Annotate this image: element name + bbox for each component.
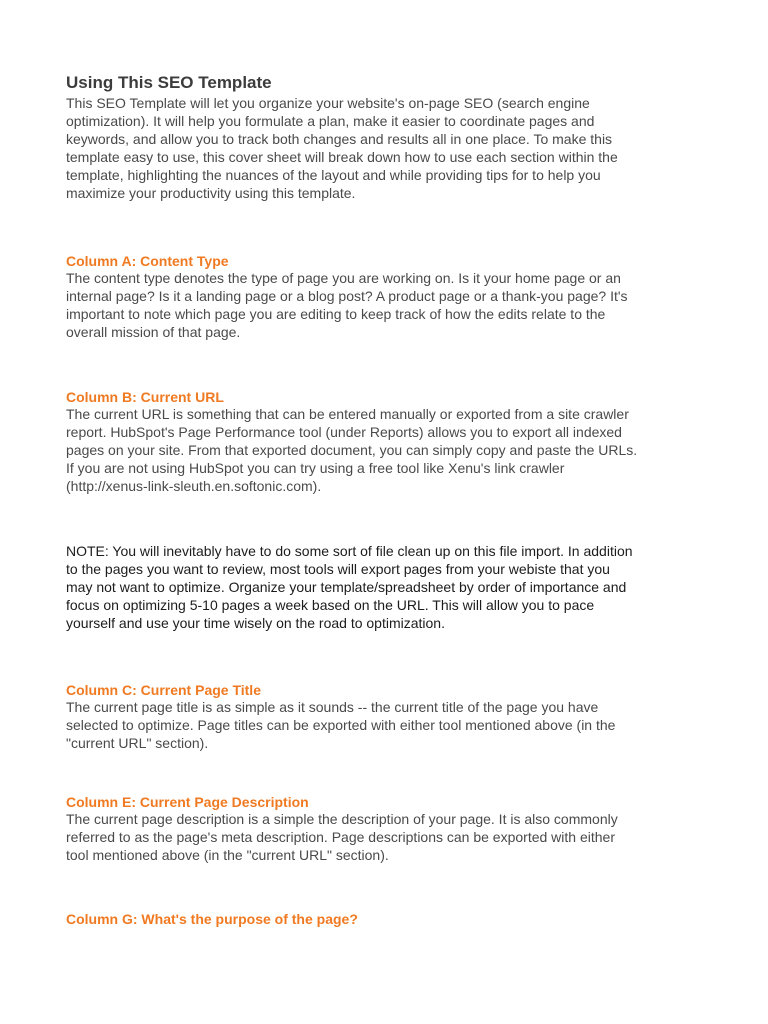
note-line: may not want to optimize. Organize your template/spreadsheet by order of importance and	[66, 578, 627, 595]
section-line: referred to as the page's meta description. Page descriptions can be exported with either	[66, 828, 615, 845]
note-paragraph	[66, 543, 646, 633]
note-line: to the pages you want to review, most tools will export pages from your webiste that you	[66, 560, 610, 577]
section-line: overall mission of that page.	[66, 323, 241, 340]
section-line: The current page description is a simple the description of your page. It is also commonly	[66, 811, 618, 827]
intro-line: template easy to use, this cover sheet will break down how to use each section within the	[66, 148, 618, 165]
section-line: internal page? Is it a landing page or a blog post? A product page or a thank-you page? It's	[66, 287, 628, 304]
section-current-page-description	[66, 793, 646, 865]
section-heading: Column G: What's the purpose of the page?	[66, 911, 358, 927]
section-heading: Column B: Current URL	[66, 389, 224, 405]
intro-line: maximize your productivity using this template.	[66, 184, 356, 201]
section-paragraph	[66, 406, 646, 496]
intro-line: keywords, and allow you to track both changes and results all in one place. To make this	[66, 130, 613, 147]
section-current-url	[66, 388, 646, 496]
note-line: yourself and use your time wisely on the road to optimization.	[66, 614, 445, 631]
section-line: important to note which page you are editing to keep track of how the edits relate to the	[66, 305, 606, 322]
intro-line: optimization). It will help you formulate a plan, make it easier to coordinate pages and	[66, 112, 595, 129]
page-title: Using This SEO Template	[66, 73, 272, 92]
intro-line: template, highlighting the nuances of the layout and while providing tips for to help you	[66, 166, 601, 183]
intro-block	[66, 73, 646, 202]
intro-line: This SEO Template will let you organize your website's on-page SEO (search engine	[66, 95, 590, 111]
section-heading: Column A: Content Type	[66, 253, 229, 269]
section-line: The content type denotes the type of page you are working on. Is it your home page or an	[66, 270, 621, 286]
intro-paragraph	[66, 95, 646, 202]
note-line: focus on optimizing 5-10 pages a week based on the URL. This will allow you to pace	[66, 596, 595, 613]
section-content-type	[66, 252, 646, 342]
section-line: If you are not using HubSpot you can try using a free tool like Xenu's link crawler	[66, 459, 565, 476]
section-page-purpose	[66, 910, 646, 928]
section-paragraph	[66, 811, 646, 865]
section-line: tool mentioned above (in the "current URL" section).	[66, 846, 389, 863]
section-line: (http://xenus-link-sleuth.en.softonic.com).	[66, 477, 322, 494]
section-line: The current URL is something that can be entered manually or exported from a site crawler	[66, 406, 629, 422]
section-line: The current page title is as simple as it sounds -- the current title of the page you have	[66, 699, 599, 715]
section-line: report. HubSpot's Page Performance tool (under Reports) allows you to export all indexed	[66, 423, 622, 440]
section-line: "current URL" section).	[66, 734, 209, 751]
section-line: selected to optimize. Page titles can be exported with either tool mentioned above (in the	[66, 716, 616, 733]
section-heading: Column E: Current Page Description	[66, 794, 309, 810]
section-current-page-title	[66, 681, 646, 753]
section-heading: Column C: Current Page Title	[66, 682, 261, 698]
section-paragraph	[66, 270, 646, 342]
note-block	[66, 543, 646, 633]
note-line: NOTE: You will inevitably have to do some sort of file clean up on this file import. In addition	[66, 543, 633, 559]
section-line: pages on your site. From that exported document, you can simply copy and paste the URLs.	[66, 441, 638, 458]
section-paragraph	[66, 699, 646, 753]
